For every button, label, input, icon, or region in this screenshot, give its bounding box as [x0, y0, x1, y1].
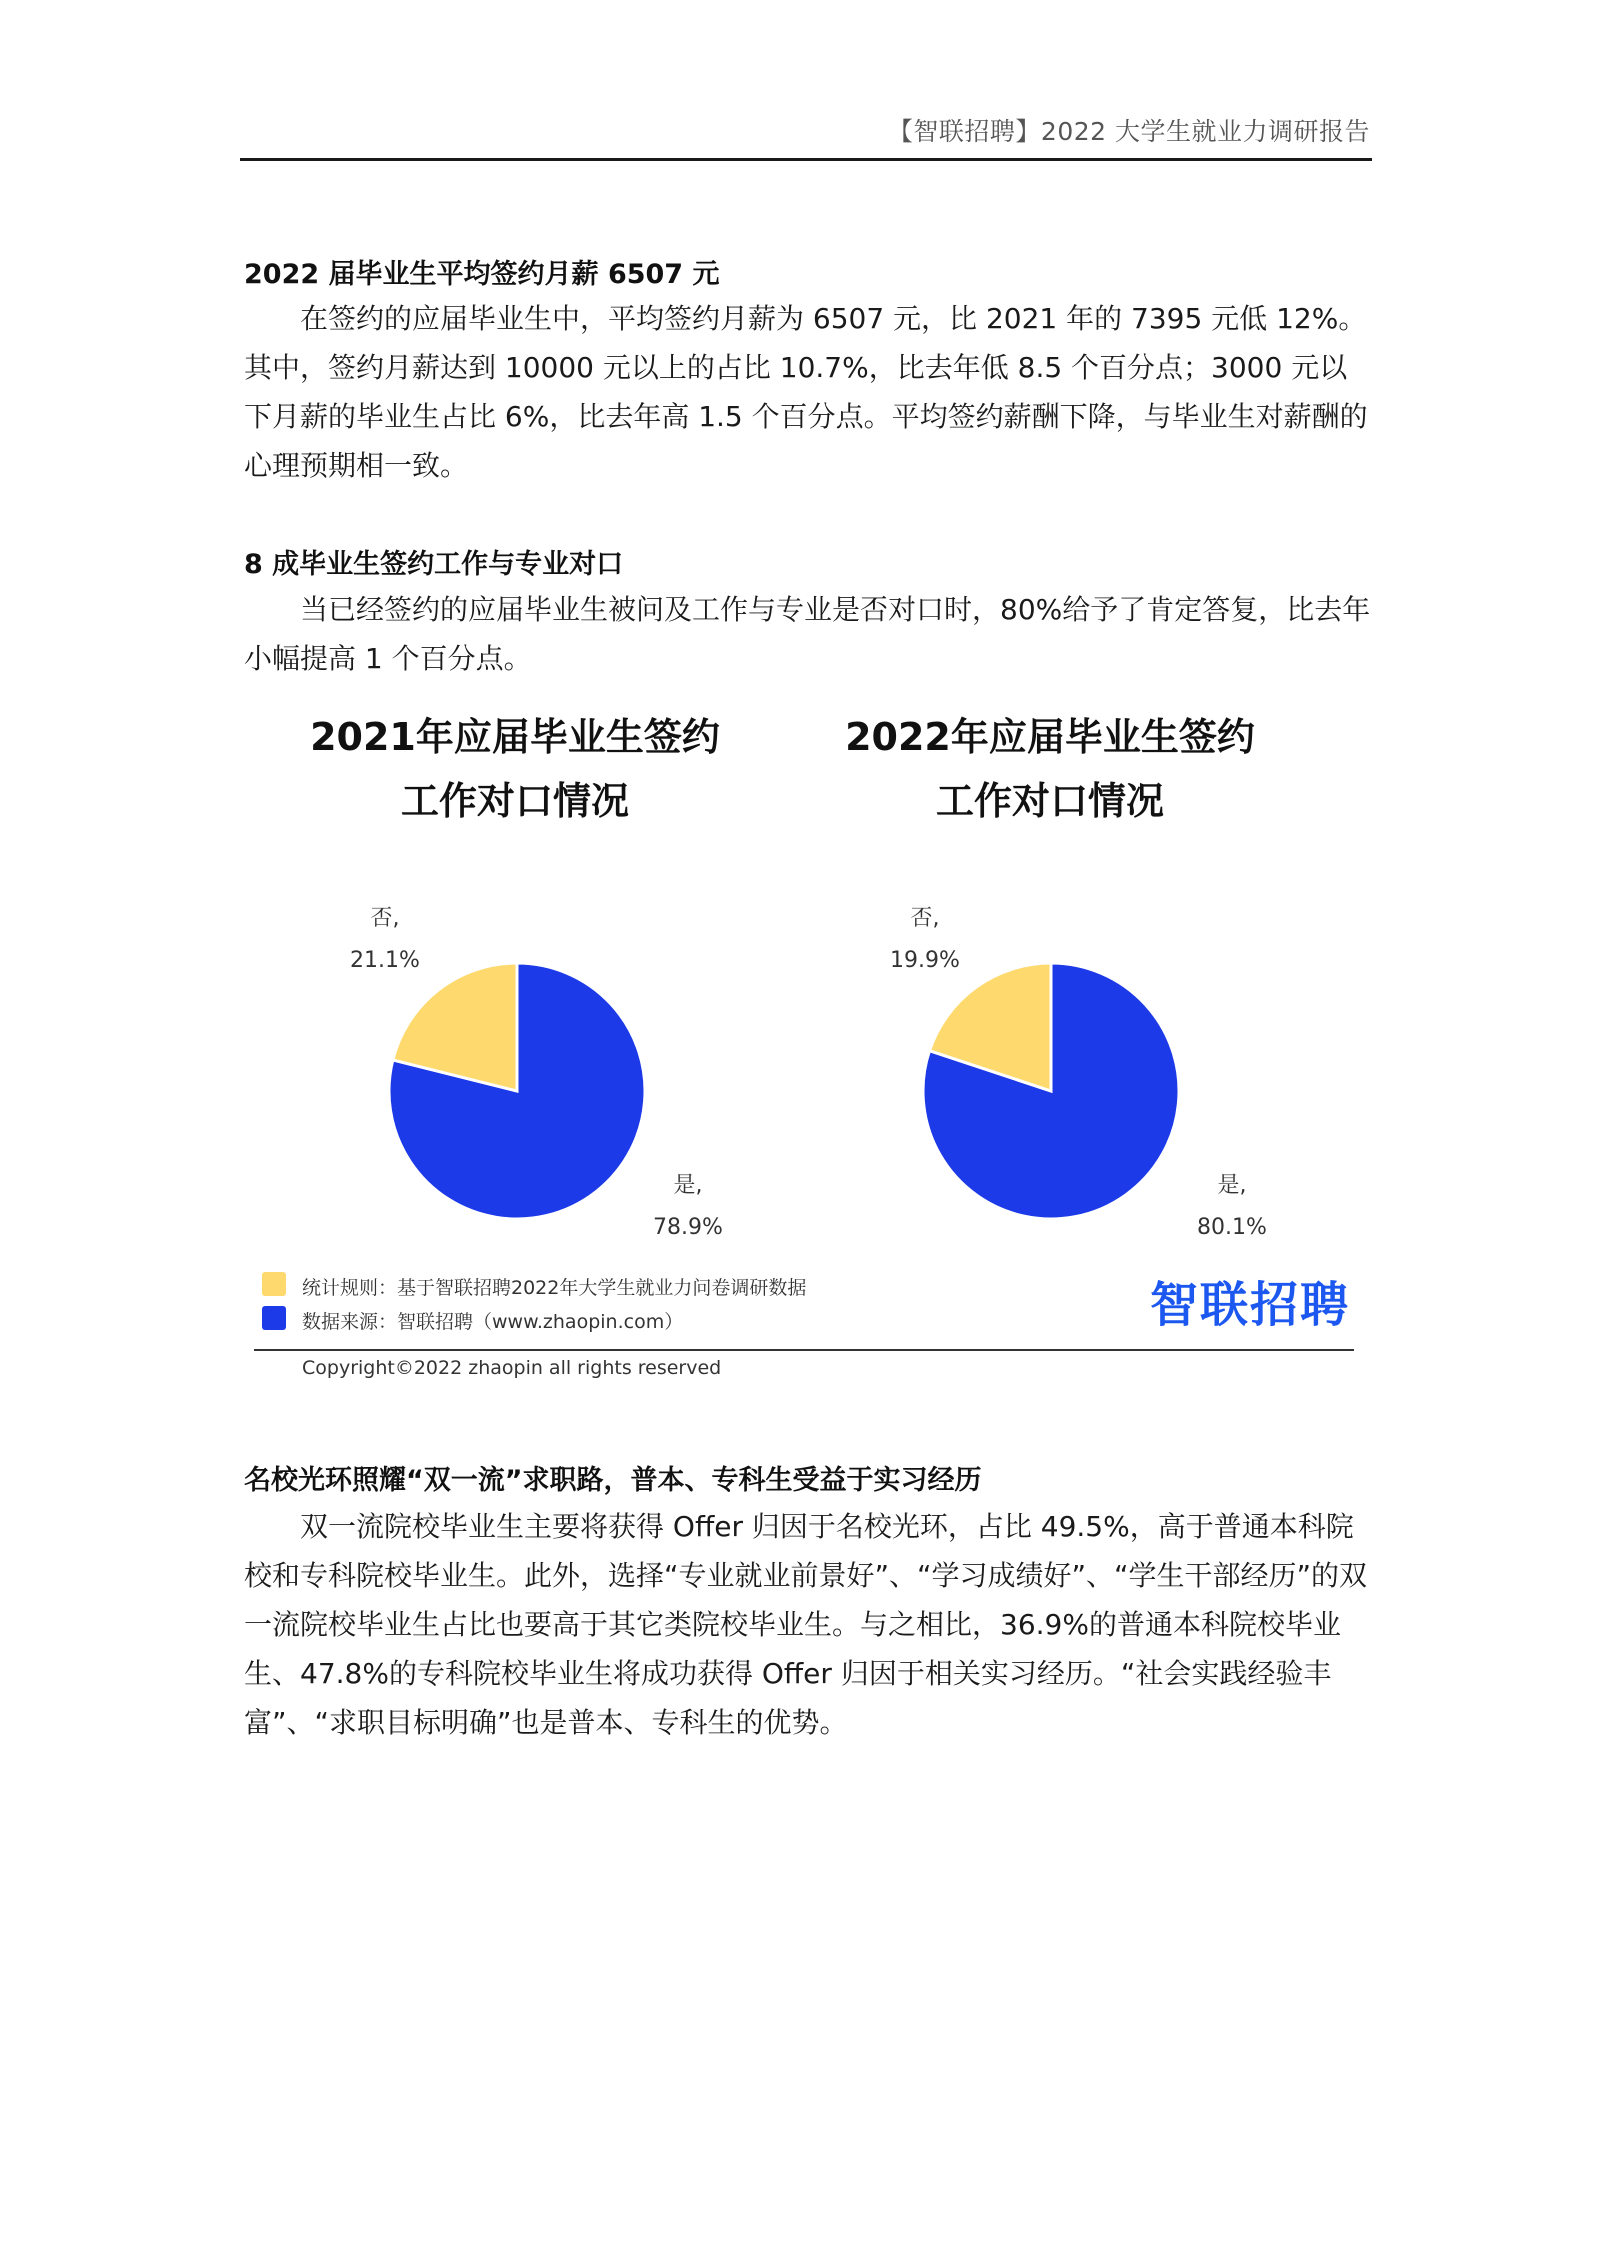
legend-data-source: 数据来源：智联招聘（www.zhaopin.com）	[302, 1311, 684, 1333]
header-rule	[240, 158, 1372, 161]
chart-2022-title-line2: 工作对口情况	[935, 779, 1164, 823]
paragraph-school-halo: 双一流院校毕业生主要将获得 Offer 归因于名校光环，占比 49.5%，高于普通本科院校和专科院校毕业生。此外，选择“专业就业前景好”、“学习成绩好”、“学生干部经历”的双一流院校毕业生占比也要高于其它类院校毕业生。与之相比，36.9%的普通本科院校毕业生、47.8%的专科院校毕业生将成功获得 Offer 归因于相关实习经历。“社会实践经验丰富”、“求职目标明确”也是普本、专科生的优势。	[244, 1510, 1368, 1739]
figure-divider	[254, 1349, 1354, 1351]
pie-2022-no-value: 19.9%	[890, 948, 960, 973]
chart-2021-title-line2: 工作对口情况	[400, 779, 629, 823]
pie-chart-2022	[920, 960, 1182, 1222]
pie-2022-yes-value: 80.1%	[1197, 1215, 1267, 1240]
legend-swatch-blue	[262, 1306, 286, 1330]
zhaopin-logo: 智联招聘	[1150, 1277, 1351, 1333]
section-title-major-match: 8 成毕业生签约工作与专业对口	[244, 549, 624, 580]
chart-2021-title	[280, 705, 750, 833]
pie-2021-yes-value: 78.9%	[653, 1215, 723, 1240]
chart-2022-title-line1: 2022年应届毕业生签约	[845, 715, 1255, 759]
paragraph-salary: 在签约的应届毕业生中，平均签约月薪为 6507 元，比 2021 年的 7395 元低 12%。其中，签约月薪达到 10000 元以上的占比 10.7%，比去年低 8.5 个百分点；3000 元以下月薪的毕业生占比 6%，比去年高 1.5 个百分点。平均签约薪酬下降，与毕业生对薪酬的心理预期相一致。	[244, 302, 1368, 482]
copyright-text: Copyright©2022 zhaopin all rights reserved	[302, 1357, 722, 1379]
chart-2022-title	[815, 705, 1285, 833]
pie-2022-yes-name: 是,	[1217, 1173, 1247, 1198]
pie-2022-no-label	[865, 898, 985, 982]
pie-2021-yes-name: 是,	[673, 1173, 703, 1198]
pie-2022-yes-label	[1172, 1165, 1292, 1249]
paragraph-major-match: 当已经签约的应届毕业生被问及工作与专业是否对口时，80%给予了肯定答复，比去年小幅提高 1 个百分点。	[244, 593, 1371, 675]
legend-stats-rule: 统计规则：基于智联招聘2022年大学生就业力问卷调研数据	[302, 1277, 807, 1299]
pie-2022-no-name: 否,	[910, 906, 940, 931]
pie-2021-yes-label	[628, 1165, 748, 1249]
section-title-salary: 2022 届毕业生平均签约月薪 6507 元	[244, 259, 720, 290]
pie-2021-no-name: 否,	[370, 906, 400, 931]
pie-2021-no-label	[325, 898, 445, 982]
pie-2021-no-value: 21.1%	[350, 948, 420, 973]
chart-2021-title-line1: 2021年应届毕业生签约	[310, 715, 720, 759]
section-title-school-halo: 名校光环照耀“双一流”求职路，普本、专科生受益于实习经历	[244, 1465, 982, 1496]
legend-swatch-yellow	[262, 1272, 286, 1296]
pie-chart-2021	[386, 960, 648, 1222]
page-header: 【智联招聘】2022 大学生就业力调研报告	[887, 117, 1370, 146]
